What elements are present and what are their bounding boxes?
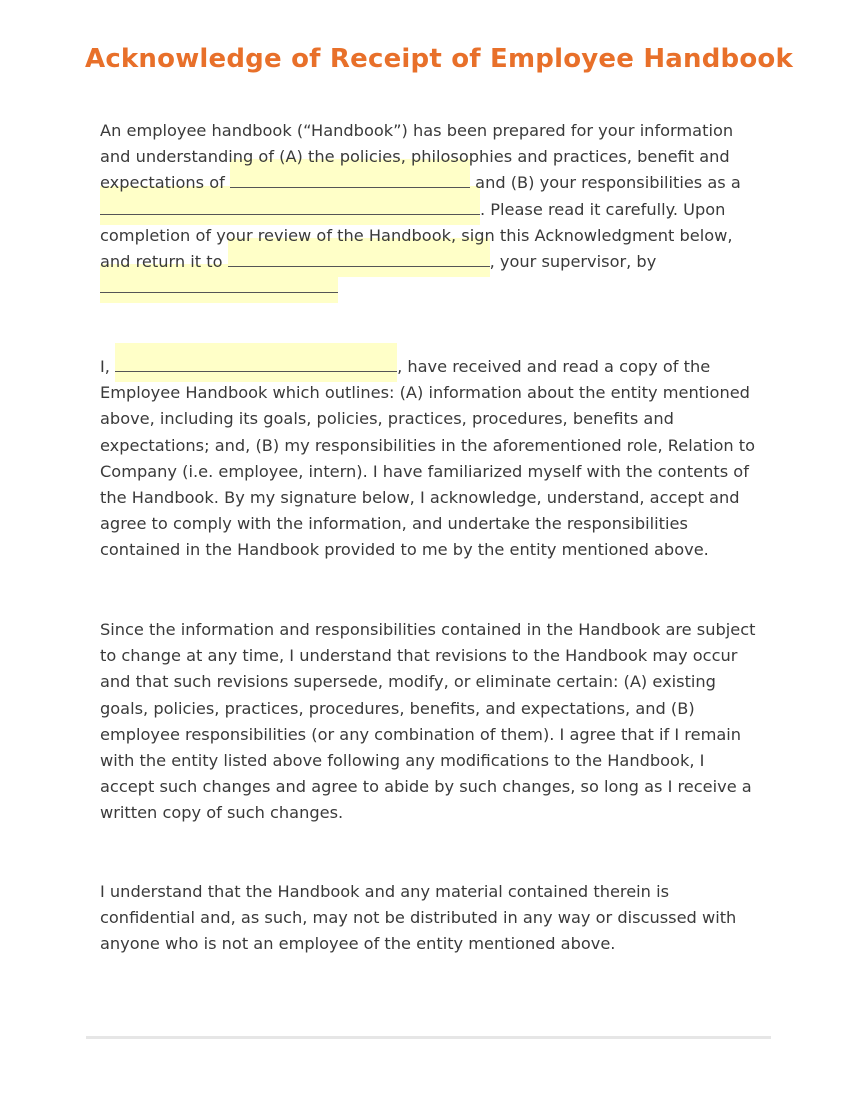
- employee-name-field[interactable]: [115, 354, 397, 380]
- supervisor-name-field[interactable]: [228, 249, 490, 275]
- intro-text-4: , your supervisor, by: [489, 252, 657, 272]
- footer-divider: [86, 1036, 771, 1039]
- return-date-field[interactable]: [100, 275, 338, 301]
- company-name-field[interactable]: [230, 170, 470, 196]
- intro-paragraph: [100, 118, 760, 301]
- intro-text-2: and (B) your responsibilities as a: [470, 173, 741, 193]
- acknowledgment-paragraph: [100, 354, 760, 564]
- employee-role-field[interactable]: [100, 197, 480, 223]
- document-title: Acknowledge of Receipt of Employee Handbook: [85, 44, 793, 74]
- confidentiality-paragraph: I understand that the Handbook and any material contained therein is confidential and, as such, may not be distributed in any way or discussed with anyone who is not an employee of the entity mentioned above.: [100, 882, 737, 954]
- intro-text-3: . Please read it carefully. Upon completion of your review of the Handbook, sign this Acknowledgment below, and return it to: [100, 199, 733, 272]
- revisions-paragraph: Since the information and responsibilities contained in the Handbook are subject to change at any time, I understand that revisions to the Handbook may occur and that such revisions supersede, modify, or eliminate certain: (A) existing goals, policies, practices, procedures, benefits, and expectations, and (B) employee responsibilities (or any combination of them). I agree that if I remain with the entity listed above following any modifications to the Handbook, I accept such changes and agree to abide by such changes, so long as I receive a written copy of such changes.: [100, 620, 756, 823]
- ack-text-2: , have received and read a copy of the Employee Handbook which outlines: (A) information about the entity mentioned above, including its goals, policies, practices, procedures, benefits and expectations; and, (B) my responsibilities in the aforementioned role, Relation to Company (i.e. employee, intern). I have familiarized myself with the contents of the Handbook. By my signature below, I acknowledge, understand, accept and agree to comply with the information, and undertake the responsibilities contained in the Handbook provided to me by the entity mentioned above.: [100, 357, 756, 560]
- intro-text-1: An employee handbook (“Handbook”) has been prepared for your information and understanding of (A) the policies, philosophies and practices, benefit and expectations of: [100, 121, 734, 193]
- ack-text-1: I,: [100, 357, 116, 376]
